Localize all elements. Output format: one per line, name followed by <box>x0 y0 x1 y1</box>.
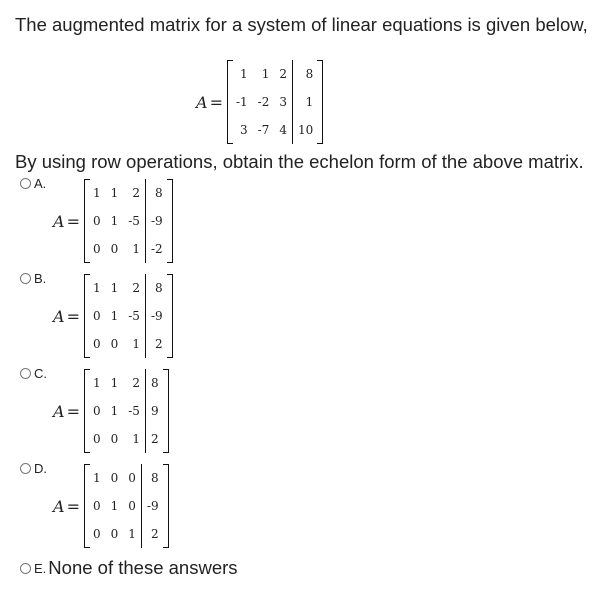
matrix-cell: 3 <box>279 95 288 109</box>
option-d[interactable] <box>20 461 220 543</box>
matrix-cell: 1 <box>132 337 140 351</box>
matrix-row <box>89 397 164 425</box>
matrix-cell: 9 <box>145 397 163 425</box>
option-c[interactable] <box>20 366 220 448</box>
matrix-row <box>89 274 168 302</box>
matrix-cell: 1 <box>110 186 119 200</box>
option-a[interactable] <box>20 176 220 258</box>
matrix-row <box>89 207 168 235</box>
equals-sign: = <box>66 401 80 421</box>
option-e-head[interactable] <box>20 557 238 579</box>
question-matrix <box>196 60 323 144</box>
matrix-cell: 1 <box>132 432 140 446</box>
option-d-matrix <box>53 464 169 548</box>
matrix-label: A <box>53 401 65 421</box>
matrix-cell: 0 <box>92 214 101 228</box>
matrix-cell: -1 <box>235 95 248 109</box>
matrix-cell: 4 <box>279 123 288 137</box>
radio-button[interactable] <box>20 368 31 379</box>
matrix-cell: 0 <box>110 527 119 541</box>
option-a-head[interactable] <box>20 176 46 191</box>
option-letter: E. <box>34 560 47 576</box>
matrix-cell: -9 <box>141 492 163 520</box>
matrix-cell: 1 <box>128 527 136 541</box>
matrix-cell: -9 <box>145 302 167 330</box>
matrix-cell: 0 <box>110 471 119 485</box>
matrix-cell: 1 <box>110 214 119 228</box>
matrix-cell: 0 <box>92 337 101 351</box>
equals-sign: = <box>66 211 80 231</box>
matrix-table <box>89 369 164 453</box>
matrix-cell: -5 <box>128 309 140 323</box>
matrix-cell: 0 <box>128 499 136 513</box>
matrix-cell: 1 <box>293 88 319 116</box>
matrix-brackets <box>84 274 173 358</box>
matrix-cell: 0 <box>92 404 101 418</box>
option-b-head[interactable] <box>20 271 46 286</box>
equals-sign: = <box>209 92 223 112</box>
matrix-row <box>232 116 318 144</box>
matrix-label: A <box>53 306 65 326</box>
matrix-cell: 8 <box>145 274 167 302</box>
matrix-cell: 2 <box>145 330 167 358</box>
matrix-cell: 0 <box>110 337 119 351</box>
matrix-label: A <box>53 496 65 516</box>
matrix-cell: 1 <box>110 281 119 295</box>
matrix-cell: 0 <box>92 432 101 446</box>
option-letter: C. <box>34 366 47 381</box>
matrix-cell: 0 <box>92 242 101 256</box>
matrix-cell: -5 <box>128 404 140 418</box>
radio-button[interactable] <box>20 563 31 574</box>
matrix-label: A <box>53 211 65 231</box>
matrix-brackets <box>227 60 323 144</box>
option-d-head[interactable] <box>20 461 47 476</box>
radio-button[interactable] <box>20 273 31 284</box>
matrix-cell: 3 <box>240 123 248 137</box>
matrix-label: A <box>196 92 208 112</box>
matrix-row <box>89 520 164 548</box>
matrix-cell: 1 <box>110 309 119 323</box>
equals-sign: = <box>66 496 80 516</box>
question-instruction: By using row operations, obtain the echelon form of the above matrix. <box>15 151 584 172</box>
matrix-cell: 1 <box>132 242 140 256</box>
matrix-cell: 0 <box>110 432 119 446</box>
option-letter: A. <box>34 176 47 191</box>
matrix-cell: 1 <box>110 404 119 418</box>
option-letter: B. <box>34 271 47 286</box>
matrix-cell: 1 <box>92 376 101 390</box>
matrix-table <box>89 179 168 263</box>
option-a-matrix <box>53 179 173 263</box>
matrix-cell: 2 <box>145 425 163 453</box>
matrix-row <box>89 492 164 520</box>
matrix-cell: 8 <box>145 179 167 207</box>
matrix-row <box>89 425 164 453</box>
matrix-cell: -9 <box>145 207 167 235</box>
question-prompt: The augmented matrix for a system of linear equations is given below, <box>15 14 588 35</box>
radio-button[interactable] <box>20 463 31 474</box>
option-c-head[interactable] <box>20 366 47 381</box>
matrix-row <box>89 369 164 397</box>
option-c-matrix <box>53 369 169 453</box>
matrix-cell: 0 <box>92 527 101 541</box>
matrix-cell: 8 <box>145 369 163 397</box>
option-e[interactable] <box>20 557 280 581</box>
matrix-row <box>89 235 168 263</box>
matrix-cell: 8 <box>141 464 163 492</box>
matrix-cell: -5 <box>128 214 140 228</box>
equals-sign: = <box>66 306 80 326</box>
matrix-cell: -2 <box>257 95 270 109</box>
matrix-cell: 2 <box>132 376 140 390</box>
matrix-cell: 0 <box>92 309 101 323</box>
matrix-cell: 1 <box>92 471 101 485</box>
option-b-matrix <box>53 274 173 358</box>
matrix-cell: 1 <box>92 186 101 200</box>
matrix-cell: 2 <box>279 67 288 81</box>
matrix-row <box>89 330 168 358</box>
matrix-cell: 2 <box>132 281 140 295</box>
matrix-cell: 0 <box>110 242 119 256</box>
matrix-row <box>89 464 164 492</box>
matrix-cell: 1 <box>261 67 270 81</box>
option-e-text: None of these answers <box>48 557 238 578</box>
matrix-table <box>89 274 168 358</box>
matrix-cell: 1 <box>92 281 101 295</box>
matrix-cell: 2 <box>141 520 163 548</box>
matrix-cell: -2 <box>145 235 167 263</box>
matrix-table <box>89 464 164 548</box>
matrix-cell: 1 <box>110 376 119 390</box>
matrix-cell: 0 <box>128 471 136 485</box>
matrix-cell: -7 <box>257 123 270 137</box>
matrix-brackets <box>84 369 169 453</box>
matrix-cell: 0 <box>92 499 101 513</box>
matrix-cell: 2 <box>132 186 140 200</box>
option-b[interactable] <box>20 271 220 353</box>
matrix-cell: 1 <box>110 499 119 513</box>
matrix-cell: 1 <box>240 67 248 81</box>
matrix-row <box>232 60 318 88</box>
option-letter: D. <box>34 461 47 476</box>
matrix-cell: 8 <box>293 60 319 88</box>
matrix-cell: 10 <box>293 116 319 144</box>
radio-button[interactable] <box>20 178 31 189</box>
matrix-brackets <box>84 179 173 263</box>
matrix-row <box>89 179 168 207</box>
matrix-table <box>232 60 318 144</box>
matrix-row <box>232 88 318 116</box>
matrix-row <box>89 302 168 330</box>
matrix-brackets <box>84 464 169 548</box>
